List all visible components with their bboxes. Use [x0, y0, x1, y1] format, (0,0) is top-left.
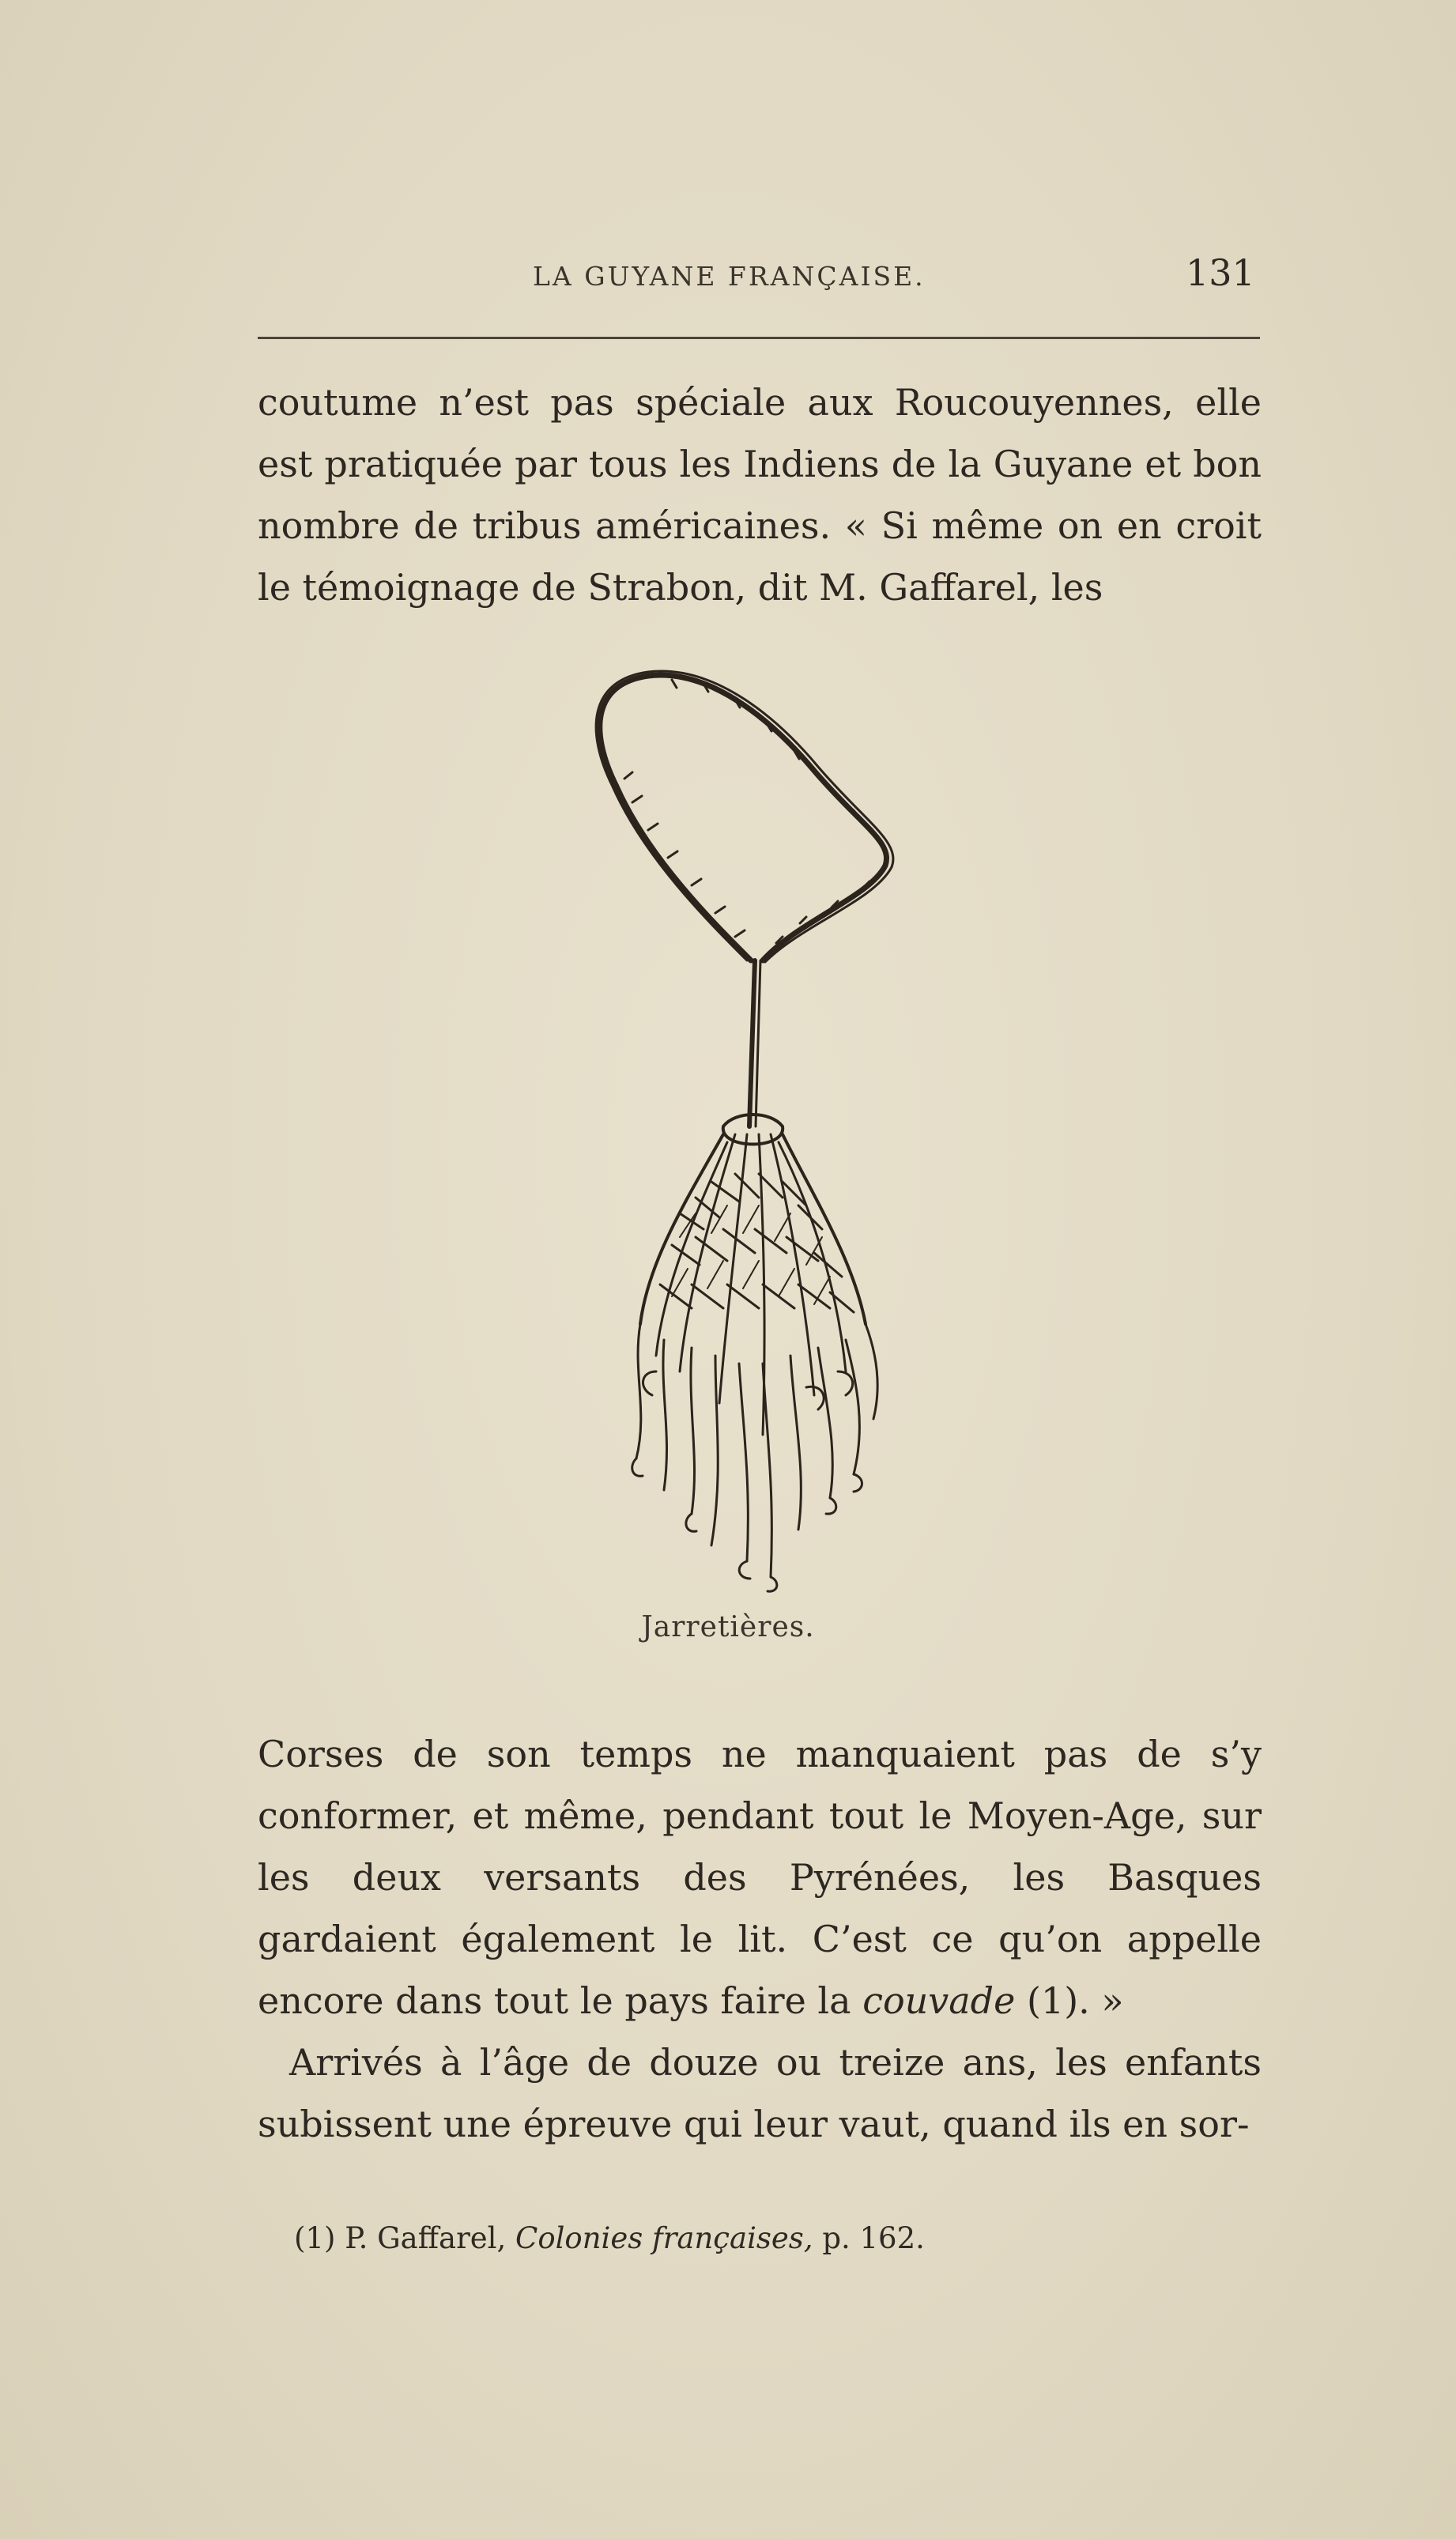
figure-caption: Jarretières. — [641, 1611, 815, 1643]
footnote-work: Colonies françaises, — [515, 2221, 813, 2255]
footnote-page: p. 162. — [822, 2221, 925, 2255]
header-rule — [258, 337, 1260, 339]
paragraph-bottom — [258, 1723, 1262, 2032]
paragraph-bottom-text: Corses de son temps ne manquaient pas de s’y conformer, et même, pendant tout le Moyen-Age, sur les deux versants des Pyrénées, les Basques gardaient également le lit. C’est ce qu’on appelle encore dans tout le pays faire la — [258, 1733, 1262, 2022]
footnote — [294, 2221, 925, 2255]
footnote-marker: (1) — [294, 2221, 336, 2255]
italic-term-couvade: couvade — [862, 1979, 1016, 2022]
paragraph-top: coutume n’est pas spéciale aux Roucouyennes, elle est pratiquée par tous les Indiens de la Guyane et bon nombre de tribus américaines. « Si même on en croit le témoignage de Strabon, dit M. Gaffarel, les — [258, 381, 1262, 609]
garter-tassel-illustration — [553, 660, 949, 1593]
running-head-title: LA GUYANE FRANÇAISE. — [533, 261, 926, 292]
page-number: 131 — [1186, 251, 1255, 294]
footnote-author: P. Gaffarel, — [345, 2221, 507, 2255]
paragraph-bottom-end: (1). » — [1015, 1979, 1124, 2022]
paragraph-children: Arrivés à l’âge de douze ou treize ans, les enfants subissent une épreuve qui leur vaut, quand ils en sor- — [258, 2041, 1262, 2145]
